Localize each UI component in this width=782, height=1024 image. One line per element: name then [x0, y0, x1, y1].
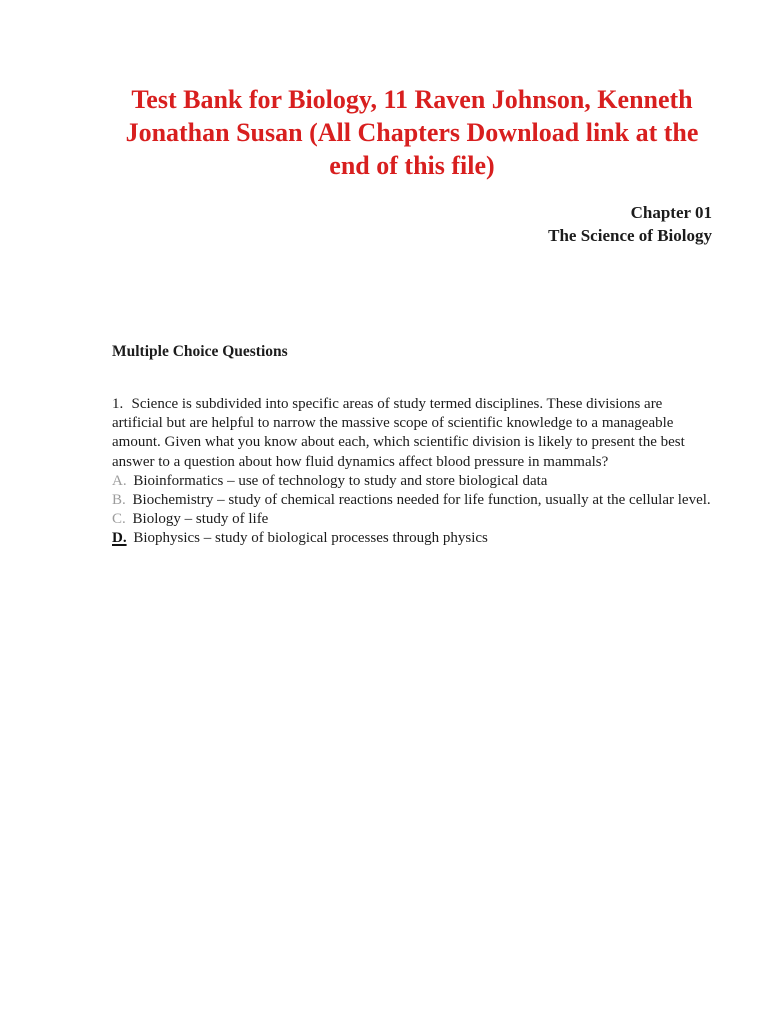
option-letter-c: C. [112, 511, 126, 528]
answer-option-b [112, 491, 713, 510]
option-text-c: Biology – study of life [132, 511, 269, 528]
chapter-title: The Science of Biology [548, 226, 712, 245]
option-letter-b: B. [112, 492, 126, 509]
answer-option-a [112, 472, 713, 491]
answer-option-d-correct [112, 529, 713, 548]
answer-option-c [112, 510, 713, 529]
question-number: 1. [112, 396, 124, 412]
document-title: Test Bank for Biology, 11 Raven Johnson, Kenneth Jonathan Susan (All Chapters Download link at the end of this file) [125, 85, 699, 180]
option-text-a: Bioinformatics – use of technology to study and store biological data [133, 472, 548, 489]
chapter-heading [112, 201, 712, 247]
question-text [112, 395, 713, 472]
section-heading: Multiple Choice Questions [112, 343, 288, 360]
option-letter-d: D. [112, 530, 127, 547]
chapter-number: Chapter 01 [630, 203, 712, 222]
question-block [112, 395, 713, 549]
option-letter-a: A. [112, 472, 127, 489]
question-body: Science is subdivided into specific areas of study termed disciplines. These divisions are artificial but are helpful to narrow the massive scope of scientific knowledge to a manageable amount. Given what you know about each, which scientific division is likely to present the best answer to a question about how fluid dynamics affect blood pressure in mammals? [112, 396, 685, 470]
option-text-d: Biophysics – study of biological processes through physics [133, 530, 488, 547]
option-text-b: Biochemistry – study of chemical reactions needed for life function, usually at the cellular level. [132, 492, 711, 509]
